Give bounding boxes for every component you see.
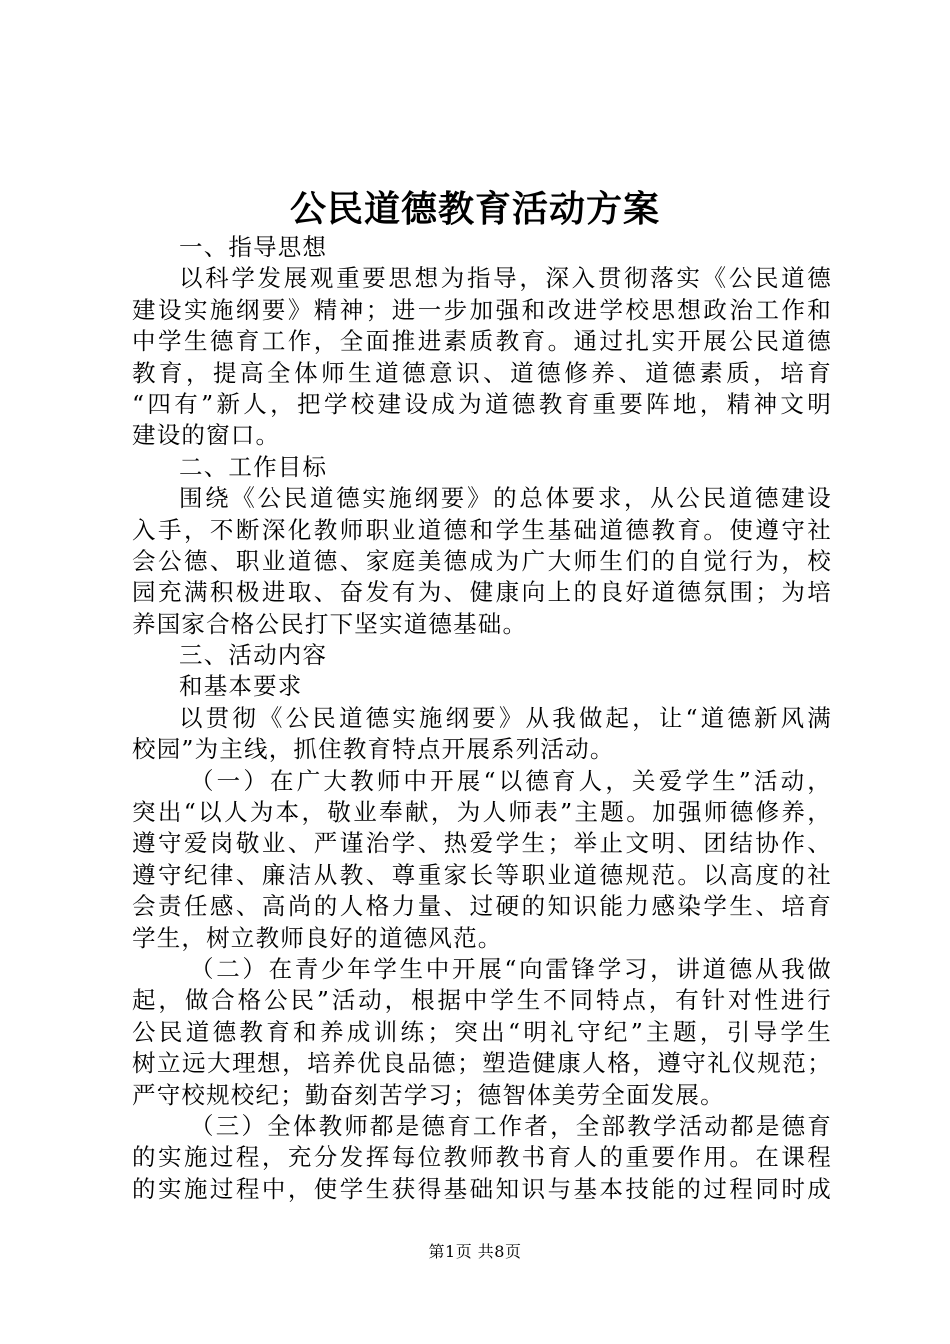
document-body xyxy=(132,232,832,1205)
body-line: 的实施过程中，使学生获得基础知识与基本技能的过程同时成 xyxy=(132,1174,832,1203)
body-line: “四有”新人，把学校建设成为道德教育重要阵地，精神文明 xyxy=(132,389,832,418)
body-line: 学生，树立教师良好的道德风范。 xyxy=(132,923,503,952)
body-line: 以科学发展观重要思想为指导，深入贯彻落实《公民道德 xyxy=(179,264,832,293)
body-line: （二）在青少年学生中开展“向雷锋学习，讲道德从我做 xyxy=(190,954,832,983)
body-line: 树立远大理想，培养优良品德；塑造健康人格，遵守礼仪规范； xyxy=(132,1049,832,1078)
body-line: 建设实施纲要》精神；进一步加强和改进学校思想政治工作和 xyxy=(132,295,832,324)
body-line: 严守校规校纪；勤奋刻苦学习；德智体美劳全面发展。 xyxy=(132,1080,725,1109)
body-line: 公民道德教育和养成训练；突出“明礼守纪”主题，引导学生 xyxy=(132,1017,832,1046)
page-footer: 第1页 共8页 xyxy=(428,1242,522,1261)
body-line: 会责任感、高尚的人格力量、过硬的知识能力感染学生、培育 xyxy=(132,892,832,921)
body-line: 中学生德育工作，全面推进素质教育。通过扎实开展公民道德 xyxy=(132,327,832,356)
body-line: 一、指导思想 xyxy=(179,233,328,261)
body-line: 起，做合格公民”活动，根据中学生不同特点，有针对性进行 xyxy=(132,986,832,1015)
body-line: 和基本要求 xyxy=(179,672,303,701)
body-line: 以贯彻《公民道德实施纲要》从我做起，让“道德新风满 xyxy=(179,703,832,732)
body-line: 突出“以人为本，敬业奉献，为人师表”主题。加强师德修养， xyxy=(132,798,832,827)
body-line: 三、活动内容 xyxy=(179,641,328,670)
body-line: 会公德、职业道德、家庭美德成为广大师生们的自觉行为，校 xyxy=(132,546,832,575)
body-line: 二、工作目标 xyxy=(179,452,328,481)
body-line: 养国家合格公民打下坚实道德基础。 xyxy=(132,609,528,638)
body-line: （一）在广大教师中开展“以德育人，关爱学生”活动， xyxy=(190,766,832,795)
body-line: 入手，不断深化教师职业道德和学生基础道德教育。使遵守社 xyxy=(132,515,832,544)
document-title: 公民道德教育活动方案 xyxy=(289,188,660,230)
body-line: 的实施过程，充分发挥每位教师教书育人的重要作用。在课程 xyxy=(132,1143,832,1172)
body-line: 围绕《公民道德实施纲要》的总体要求，从公民道德建设 xyxy=(179,484,832,513)
body-line: 遵守爱岗敬业、严谨治学、热爱学生；举止文明、团结协作、 xyxy=(132,829,832,858)
body-line: 校园”为主线，抓住教育特点开展系列活动。 xyxy=(132,735,615,764)
body-line: 遵守纪律、廉洁从教、尊重家长等职业道德规范。以高度的社 xyxy=(132,860,832,889)
body-line: 教育，提高全体师生道德意识、道德修养、道德素质，培育 xyxy=(132,358,832,387)
body-line: （三）全体教师都是德育工作者，全部教学活动都是德育 xyxy=(190,1111,832,1140)
body-line: 园充满积极进取、奋发有为、健康向上的良好道德氛围；为培 xyxy=(132,578,832,607)
body-line: 建设的窗口。 xyxy=(132,421,281,450)
